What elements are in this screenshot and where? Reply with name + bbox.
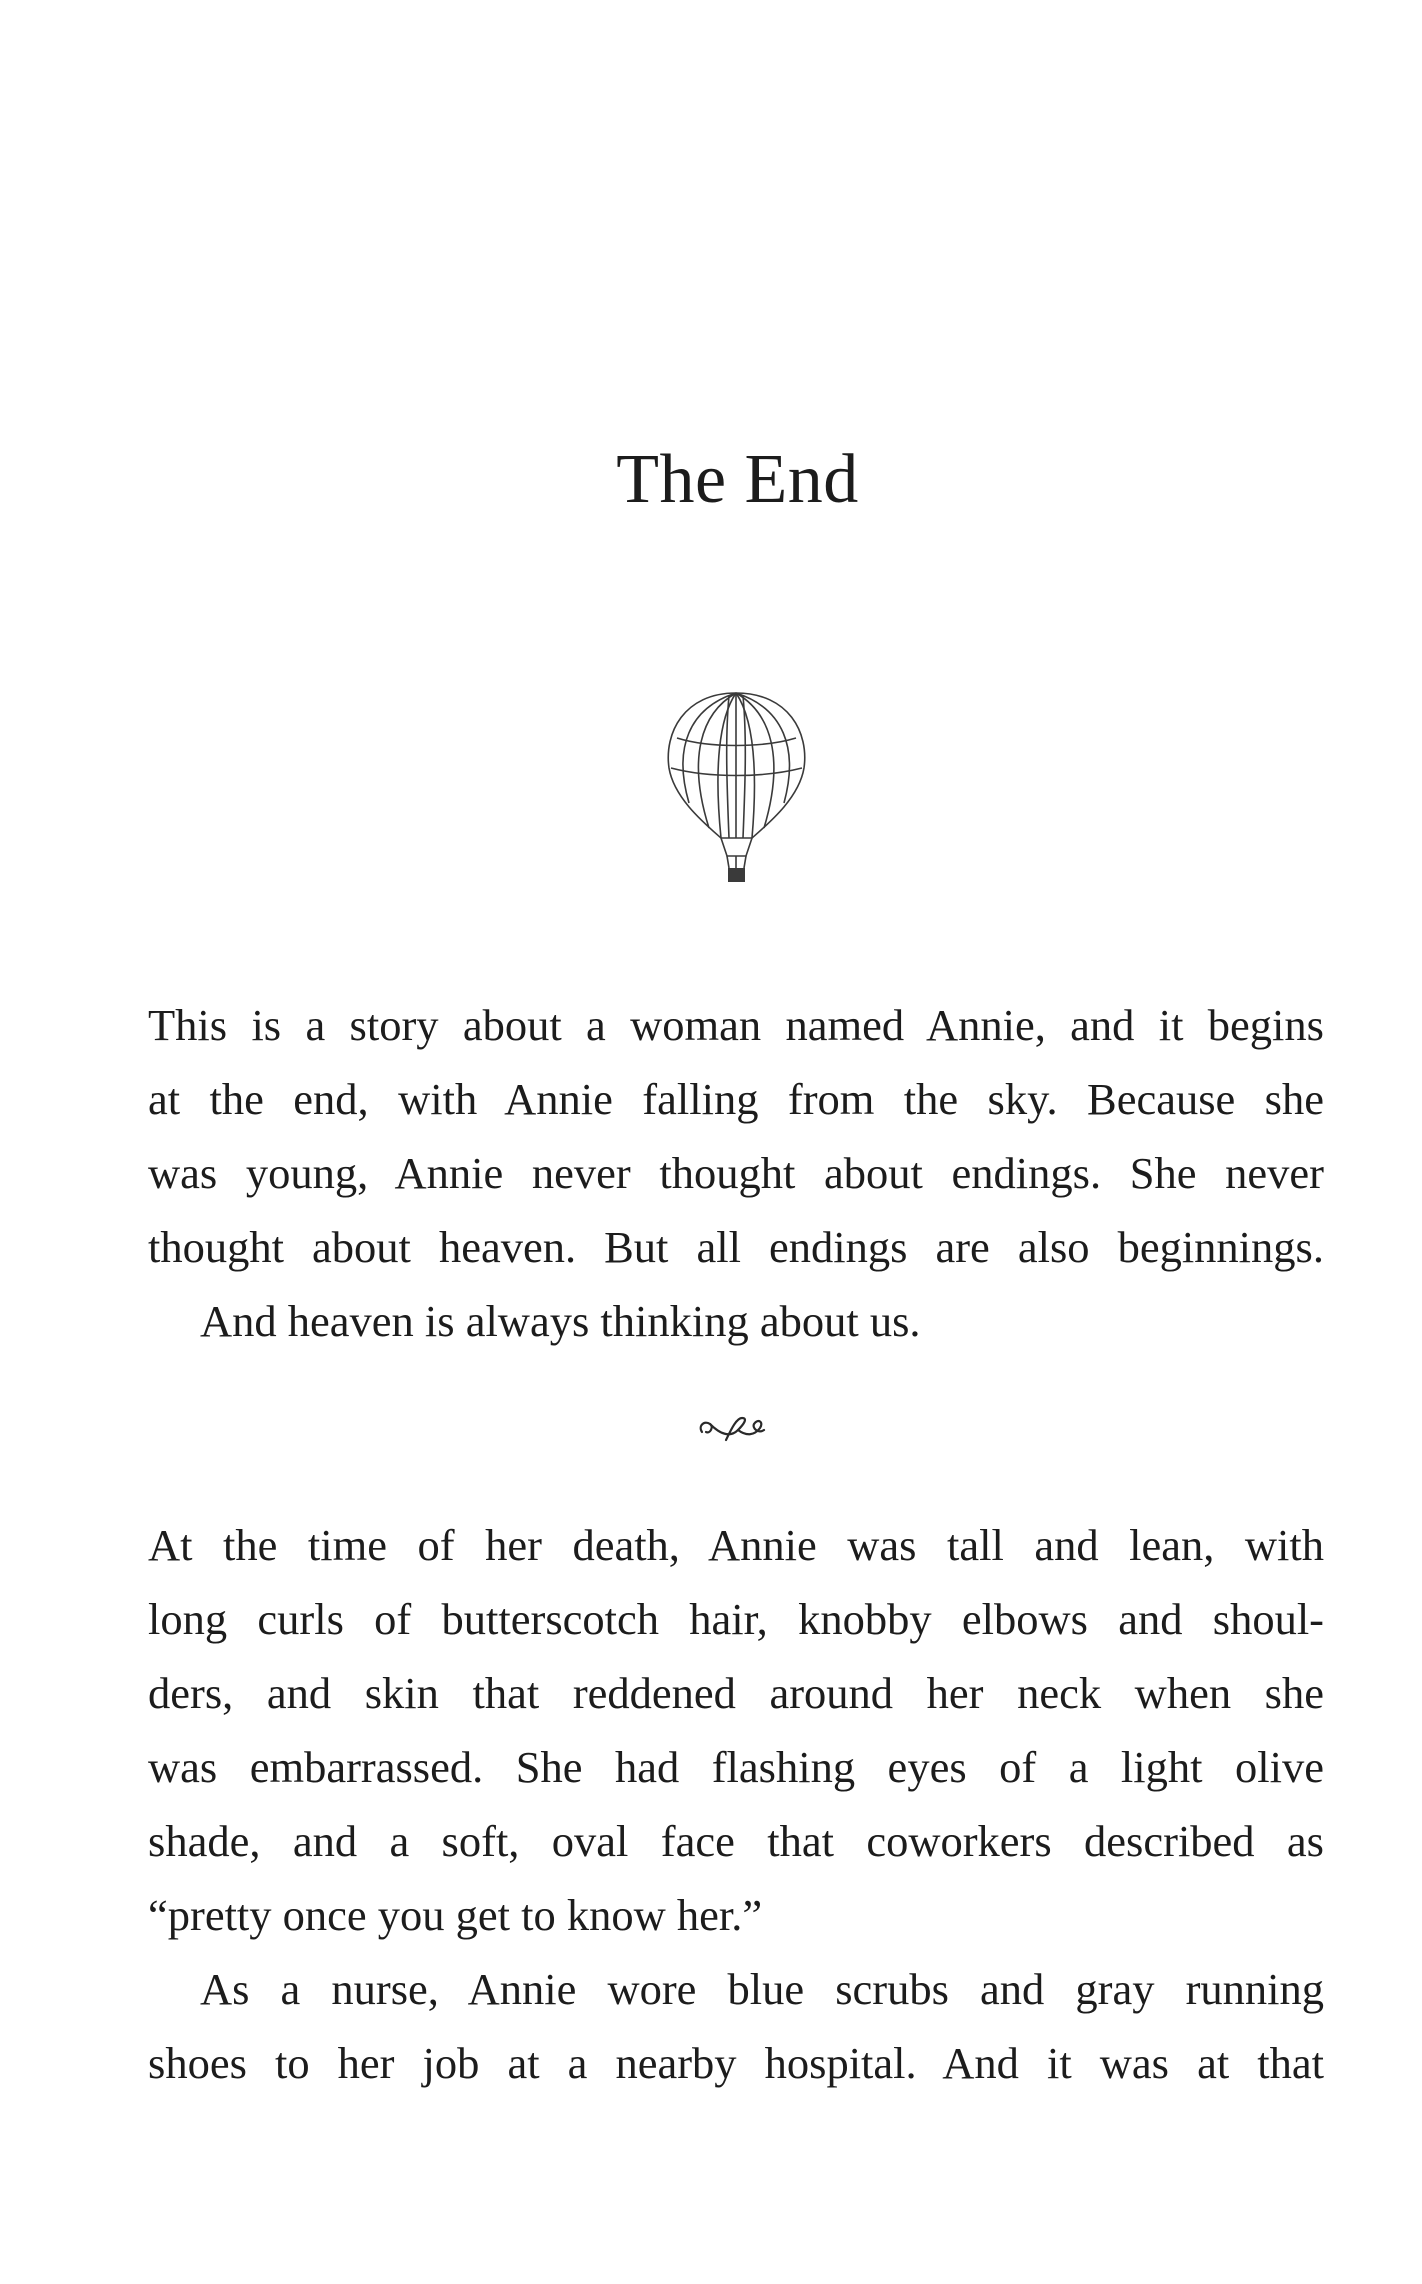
text-line: long curls of butterscotch hair, knobby elbows and shoul- [148,1594,1324,1644]
text-line: This is a story about a woman named Annie, and it begins [148,1000,1324,1050]
text-line: “pretty once you get to know her.” [148,1890,763,1940]
text-line: was embarrassed. She had flashing eyes of a light olive [148,1742,1324,1792]
text-line: As a nurse, Annie wore blue scrubs and gray running [200,1964,1324,2014]
hot-air-balloon-icon [659,688,814,888]
text-line: was young, Annie never thought about endings. She never [148,1148,1324,1198]
description-paragraph [148,1508,1324,2100]
text-line: shade, and a soft, oval face that coworkers described as [148,1816,1324,1866]
text-line: At the time of her death, Annie was tall and lean, with [148,1520,1324,1570]
text-line: And heaven is always thinking about us. [200,1296,921,1346]
text-line: at the end, with Annie falling from the sky. Because she [148,1074,1324,1124]
chapter-title: The End [616,441,859,518]
text-line: ders, and skin that reddened around her neck when she [148,1668,1324,1718]
text-line: thought about heaven. But all endings are also beginnings. [148,1222,1324,1272]
text-line: shoes to her job at a nearby hospital. And it was at that [148,2038,1324,2088]
opening-paragraph [148,988,1324,1358]
section-break-flourish-icon [696,1412,770,1446]
